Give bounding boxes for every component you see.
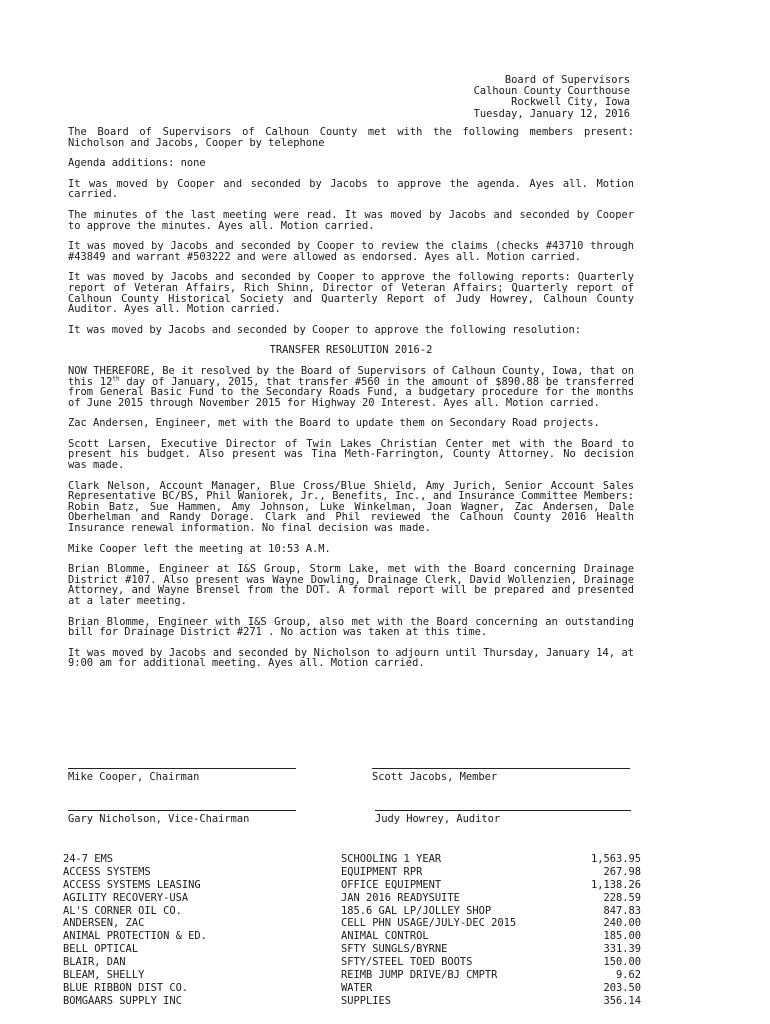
insurance-review: Clark Nelson, Account Manager, Blue Cross/Blue Shield, Amy Jurich, Senior Account Sales Representative BC/BS, Phil Waniorek, Jr., Benefits, Inc., and Insurance Committee Members: Robin Batz, Sue Hammen, Amy Johnson, Luke Winkelman, Joan Wagner, Zac Andersen, Dale Oberhelman and Randy Dorage. Clark and Phil reviewed the Calhoun County 2016 Health Insurance renewal information. No final decision was made. xyxy=(68,479,634,535)
claim-description: SFTY SUNGLS/BYRNE xyxy=(341,943,448,956)
drainage-271: Brian Blomme, Engineer with I&S Group, also met with the Board concerning an outstanding bill for Drainage District #271 . No action was taken at this time. xyxy=(68,615,634,639)
claim-row xyxy=(63,892,643,905)
claim-row xyxy=(63,930,643,943)
header-city: Rockwell City, Iowa xyxy=(511,96,630,109)
signature-member: Scott Jacobs, Member xyxy=(372,771,498,783)
claim-vendor: AL'S CORNER OIL CO. xyxy=(63,904,182,917)
claims-motion: It was moved by Jacobs and seconded by Cooper to review the claims (checks #43710 through #43849 and warrant #503222 and were allowed as endorsed. Ayes all. Motion carried. xyxy=(68,240,634,263)
claim-description: CELL PHN USAGE/JULY-DEC 2015 xyxy=(341,917,517,930)
claim-vendor: AGILITY RECOVERY-USA xyxy=(63,891,189,904)
claim-description: ANIMAL CONTROL xyxy=(341,930,429,943)
resolution-motion: It was moved by Jacobs and seconded by Cooper to approve the following resolution: xyxy=(68,323,581,336)
claim-row xyxy=(63,879,643,892)
claim-vendor: BLUE RIBBON DIST CO. xyxy=(63,981,189,994)
claim-amount: 1,563.95 xyxy=(590,853,641,865)
claim-row xyxy=(63,995,643,1008)
agenda-additions: Agenda additions: none xyxy=(68,157,206,170)
claim-amount: 331.39 xyxy=(603,943,641,956)
claim-vendor: ANDERSEN, ZAC xyxy=(63,917,145,930)
agenda-motion: It was moved by Cooper and seconded by Jacobs to approve the agenda. Ayes all. Motion carried. xyxy=(68,177,634,201)
claim-description: SFTY/STEEL TOED BOOTS xyxy=(341,956,473,969)
signature-line-member xyxy=(372,768,630,769)
header-courthouse: Calhoun County Courthouse xyxy=(473,85,630,98)
claim-amount: 228.59 xyxy=(603,891,641,904)
drainage-107: Brian Blomme, Engineer at I&S Group, Storm Lake, met with the Board concerning Drainage District #107. Also present was Wayne Dowling, Drainage Clerk, David Wollenzien, Drainage Attorney, and Wayne Brensel from the DOT. A formal report will be prepared and presented at a later meeting. xyxy=(68,563,634,607)
claim-amount: 150.00 xyxy=(603,956,641,969)
claim-description: OFFICE EQUIPMENT xyxy=(341,878,442,891)
claim-row xyxy=(63,917,643,930)
claim-description: SUPPLIES xyxy=(341,994,392,1007)
claim-vendor: ANIMAL PROTECTION & ED. xyxy=(63,930,207,943)
header-date: Tuesday, January 12, 2016 xyxy=(473,107,630,120)
claim-vendor: 24-7 EMS xyxy=(63,853,114,865)
claim-amount: 240.00 xyxy=(603,917,641,930)
resolution-title: TRANSFER RESOLUTION 2016-2 xyxy=(269,344,433,357)
adjourn-motion: It was moved by Jacobs and seconded by Nicholson to adjourn until Thursday, January 14, at 9:00 am for additional meeting. Ayes all. Motion carried. xyxy=(68,646,634,670)
signature-line-auditor xyxy=(375,810,631,811)
claim-description: 185.6 GAL LP/JOLLEY SHOP xyxy=(341,904,492,917)
claim-amount: 267.98 xyxy=(603,865,641,878)
claim-vendor: ACCESS SYSTEMS LEASING xyxy=(63,878,201,891)
signature-auditor: Judy Howrey, Auditor xyxy=(375,813,501,825)
twin-lakes-budget: Scott Larsen, Executive Director of Twin Lakes Christian Center met with the Board to present his budget. Also present was Tina Meth-Farrington, County Attorney. No decision was made. xyxy=(68,437,634,472)
resolution-text-end: day of January, 2015, that transfer #560 in the amount of $890.88 be transferred from General Basic Fund to the Secondary Roads Fund, a budgetary procedure for the months of June 2015 through November 2015 for Highway 20 Interest. Ayes all. Motion carried. xyxy=(68,375,634,409)
attendance-paragraph: The Board of Supervisors of Calhoun County met with the following members present: Nicholson and Jacobs, Cooper by telephone xyxy=(68,126,634,149)
claim-row xyxy=(63,956,643,969)
claim-vendor: ACCESS SYSTEMS xyxy=(63,865,151,878)
claim-row xyxy=(63,982,643,995)
document-header xyxy=(380,75,630,120)
signature-chairman: Mike Cooper, Chairman xyxy=(68,771,200,783)
claim-vendor: BLAIR, DAN xyxy=(63,956,126,969)
resolution-text xyxy=(68,366,634,408)
claim-description: SCHOOLING 1 YEAR xyxy=(341,853,442,865)
cooper-left: Mike Cooper left the meeting at 10:53 A.M. xyxy=(68,542,331,555)
minutes-motion: The minutes of the last meeting were read. It was moved by Jacobs and seconded by Cooper to approve the minutes. Ayes all. Motion carried. xyxy=(68,208,634,232)
claim-description: WATER xyxy=(341,981,373,994)
claim-description: JAN 2016 READYSUITE xyxy=(341,891,460,904)
claim-amount: 185.00 xyxy=(603,930,641,943)
claims-list xyxy=(63,853,643,1008)
claim-amount: 847.83 xyxy=(603,904,641,917)
claim-row xyxy=(63,866,643,879)
engineer-update: Zac Andersen, Engineer, met with the Board to update them on Secondary Road projects. xyxy=(68,417,600,430)
signature-line-vice-chairman xyxy=(68,810,296,811)
claim-vendor: BLEAM, SHELLY xyxy=(63,969,145,982)
signature-line-chairman xyxy=(68,768,296,769)
claim-row xyxy=(63,905,643,918)
claim-row xyxy=(63,969,643,982)
claim-amount: 356.14 xyxy=(603,994,641,1007)
claim-vendor: BELL OPTICAL xyxy=(63,943,139,956)
minutes-body xyxy=(68,127,634,679)
claim-row xyxy=(63,853,643,866)
claim-amount: 1,138.26 xyxy=(590,878,641,891)
resolution-text-start: NOW THEREFORE, Be it resolved by the Board of Supervisors of Calhoun County, Iowa, that on this 12 xyxy=(68,364,634,388)
claim-description: EQUIPMENT RPR xyxy=(341,865,423,878)
header-board: Board of Supervisors xyxy=(504,74,630,86)
claim-description: REIMB JUMP DRIVE/BJ CMPTR xyxy=(341,969,498,982)
resolution-ordinal: th xyxy=(112,375,120,383)
claim-amount: 203.50 xyxy=(603,981,641,994)
claim-row xyxy=(63,943,643,956)
reports-motion: It was moved by Jacobs and seconded by Cooper to approve the following reports: Quarterly report of Veteran Affairs, Rich Shinn, Director of Veteran Affairs; Quarterly report of Calhoun County Historical Society and Quarterly Report of Judy Howrey, Calhoun County Auditor. Ayes all. Motion carried. xyxy=(68,271,634,316)
claim-vendor: BOMGAARS SUPPLY INC xyxy=(63,994,182,1007)
signature-vice-chairman: Gary Nicholson, Vice-Chairman xyxy=(68,813,250,825)
claim-amount: 9.62 xyxy=(615,969,641,982)
